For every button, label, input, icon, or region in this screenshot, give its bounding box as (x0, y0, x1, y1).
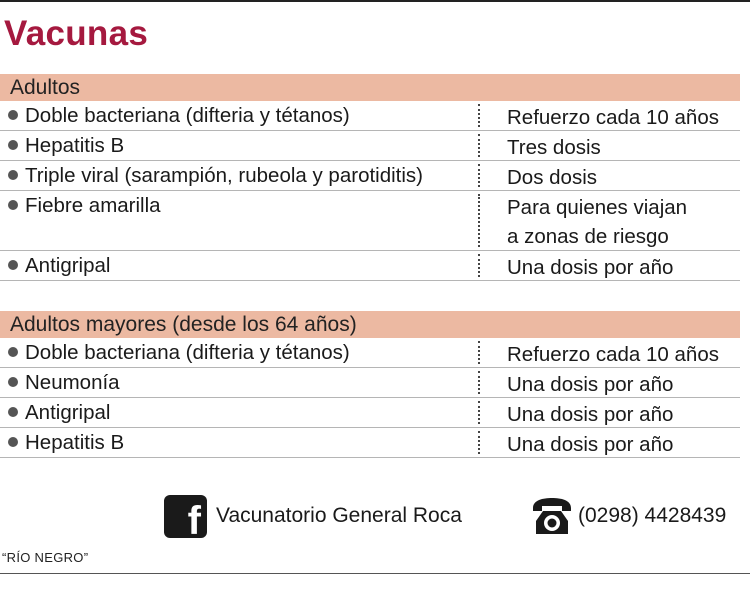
dose-text: Refuerzo cada 10 años (507, 106, 719, 129)
dose-text: Una dosis por año (507, 433, 674, 456)
vaccine-cell (8, 370, 120, 396)
bullet-icon (8, 140, 18, 150)
vaccine-name: Fiebre amarilla (25, 194, 161, 217)
dose-text: Tres dosis (507, 136, 601, 159)
section-header: Adultos (0, 74, 740, 101)
vaccine-name: Doble bacteriana (difteria y tétanos) (25, 104, 350, 127)
vaccine-cell (8, 430, 124, 456)
dose-text: a zonas de riesgo (507, 225, 669, 248)
telephone-icon (530, 494, 574, 538)
table-row (0, 368, 740, 398)
bullet-icon (8, 260, 18, 270)
vaccine-cell (8, 253, 110, 279)
bullet-icon (8, 110, 18, 120)
table-row (0, 161, 740, 191)
bullet-icon (8, 437, 18, 447)
dotted-divider (478, 431, 480, 454)
vaccine-name: Hepatitis B (25, 431, 125, 454)
dose-text: Una dosis por año (507, 403, 674, 426)
dose-cell (507, 400, 673, 429)
bullet-icon (8, 377, 18, 387)
vaccine-name: Neumonía (25, 371, 120, 394)
bottom-rule (0, 573, 750, 574)
dotted-divider (478, 194, 480, 247)
page-title: Vacunas (4, 14, 149, 53)
dotted-divider (478, 371, 480, 394)
table-row (0, 338, 740, 368)
dotted-divider (478, 164, 480, 187)
table-row (0, 131, 740, 161)
phone-number: (0298) 4428439 (578, 504, 727, 527)
dose-cell (507, 133, 601, 162)
facebook-label: Vacunatorio General Roca (216, 504, 462, 527)
dose-cell (507, 103, 719, 132)
dose-cell (507, 430, 673, 459)
facebook-icon: f (164, 495, 207, 538)
bullet-icon (8, 407, 18, 417)
vaccine-cell (8, 163, 423, 189)
vaccine-cell (8, 400, 110, 426)
vaccine-cell (8, 103, 350, 129)
bullet-icon (8, 170, 18, 180)
dotted-divider (478, 341, 480, 364)
dose-text: Para quienes viajan (507, 196, 688, 219)
dose-cell (507, 340, 719, 369)
source-credit: “RÍO NEGRO” (2, 550, 89, 565)
table-row (0, 191, 740, 251)
table-row (0, 398, 740, 428)
dose-cell (507, 370, 673, 399)
dose-cell (507, 253, 673, 282)
bullet-icon (8, 200, 18, 210)
section-header: Adultos mayores (desde los 64 años) (0, 311, 740, 338)
section-adultos (0, 74, 740, 281)
vaccine-cell (8, 133, 124, 159)
vaccine-cell (8, 340, 350, 366)
dose-cell (507, 193, 687, 251)
dose-text: Dos dosis (507, 166, 598, 189)
bullet-icon (8, 347, 18, 357)
vaccine-name: Hepatitis B (25, 134, 125, 157)
table-row (0, 251, 740, 281)
vaccine-name: Antigripal (25, 254, 111, 277)
dotted-divider (478, 104, 480, 127)
dotted-divider (478, 134, 480, 157)
vaccine-name: Doble bacteriana (difteria y tétanos) (25, 341, 350, 364)
top-rule (0, 0, 750, 2)
vaccine-cell (8, 193, 161, 219)
vaccine-name: Triple viral (sarampión, rubeola y parotiditis) (25, 164, 423, 187)
dose-text: Una dosis por año (507, 256, 674, 279)
vaccine-name: Antigripal (25, 401, 111, 424)
dotted-divider (478, 254, 480, 277)
dose-cell (507, 163, 597, 192)
section-adultos-mayores (0, 311, 740, 458)
table-row (0, 101, 740, 131)
facebook-contact (164, 494, 462, 543)
table-row (0, 428, 740, 458)
dose-text: Refuerzo cada 10 años (507, 343, 719, 366)
dose-text: Una dosis por año (507, 373, 674, 396)
dotted-divider (478, 401, 480, 424)
phone-contact (530, 494, 726, 538)
